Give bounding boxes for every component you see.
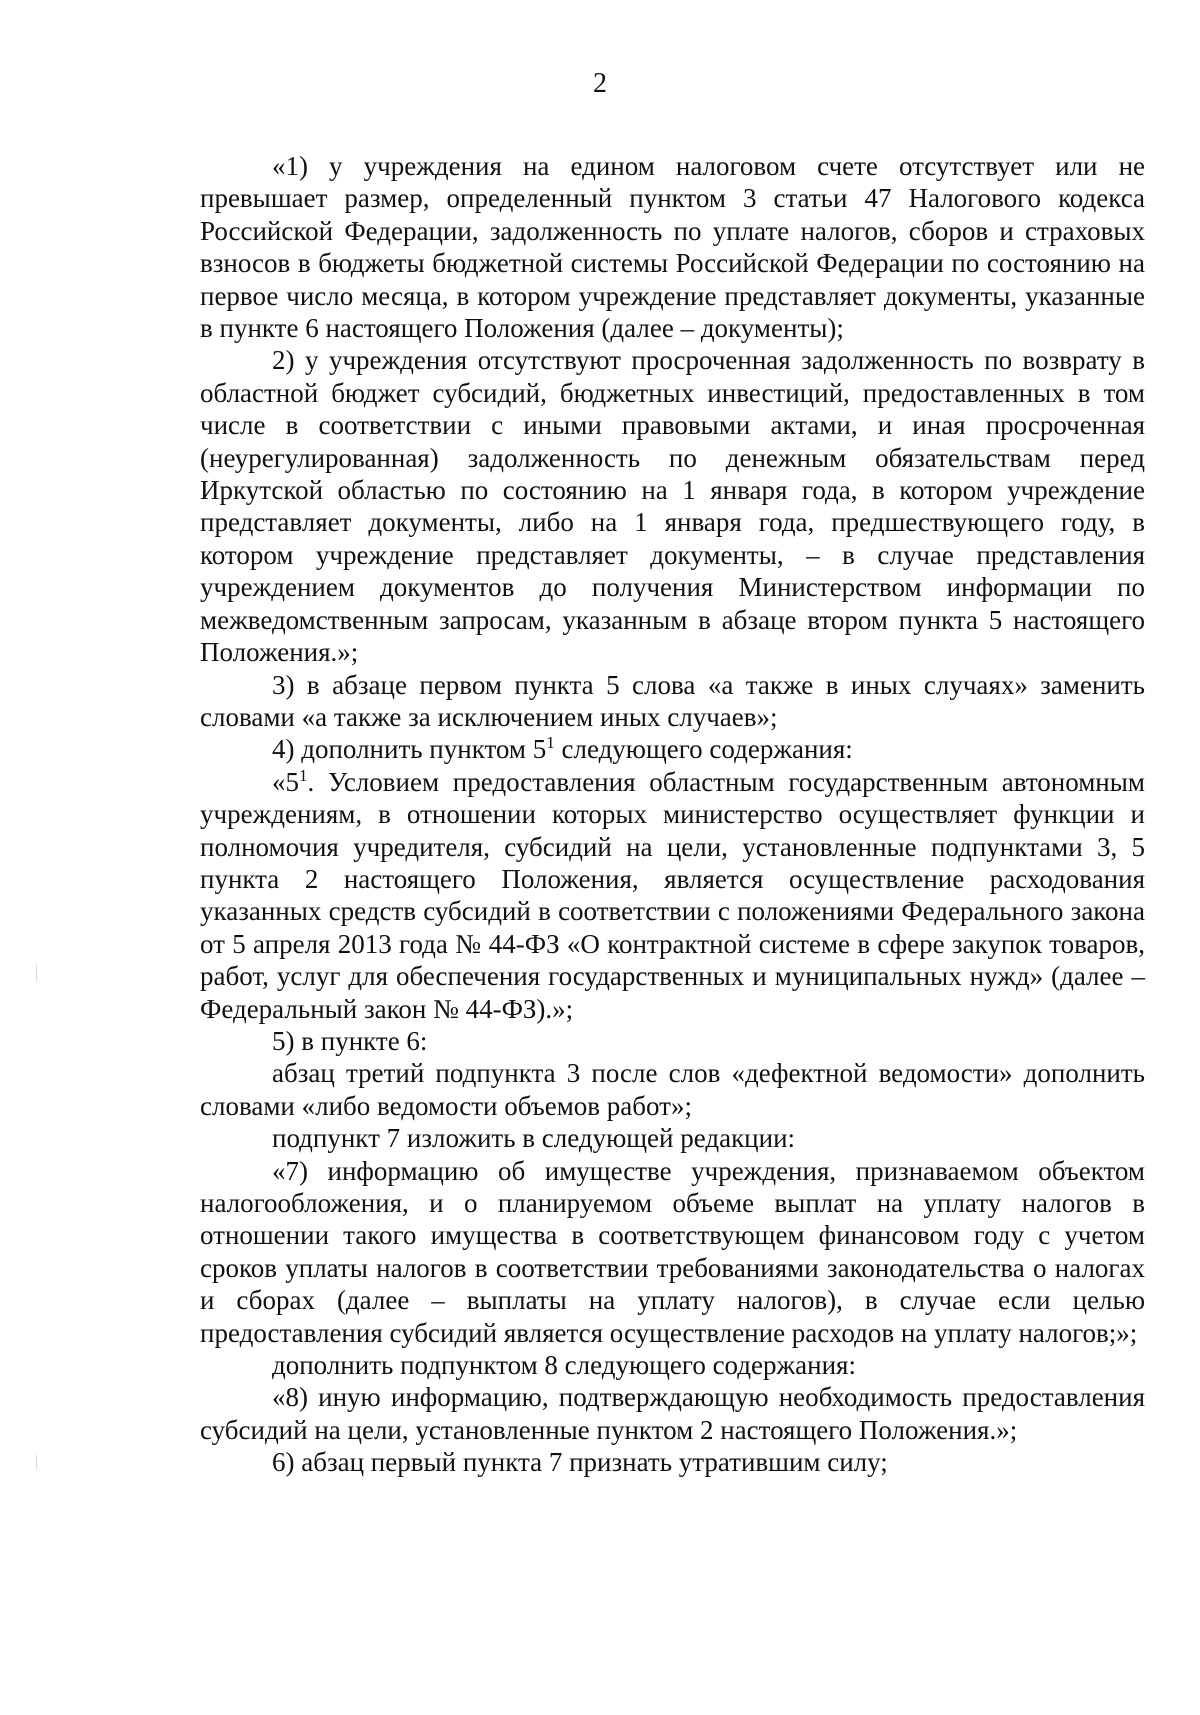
paragraph-subitem-7-intro: подпункт 7 изложить в следующей редакции: [272,1123,796,1154]
superscript-index: 1 [546,733,555,753]
paragraph-subitem-7: «7) информацию об имуществе учреждения, признаваемом объектом налогообложения, и о планируемом объеме выплат на уплату налогов в отношении такого имущества в соответствующем финансовом году с учетом сроков уплаты налогов в соответствии требованиями законодательства о налогах и сборах (далее – выплаты на уплату налогов), в случае если целью предоставления субсидий является осуществление расходов на уплату налогов;»; [200,1155,1145,1348]
paragraph-item-4-text-end: следующего содержания: [554,734,853,765]
paragraph-clause-5-1-start: «5 [272,766,299,797]
paragraph-item-3: 3) в абзаце первом пункта 5 слова «а также в иных случаях» заменить словами «а также за исключением иных случаев»; [200,669,1145,732]
paragraph-subitem-8: «8) иную информацию, подтверждающую необходимость предоставления субсидий на цели, установленные пунктом 2 настоящего Положения.»; [200,1382,1145,1445]
superscript-index: 1 [299,765,308,785]
paragraph-subitem-8-intro: дополнить подпунктом 8 следующего содержания: [272,1350,856,1381]
scan-margin-mark [36,965,37,981]
paragraph-item-4-text: 4) дополнить пунктом 5 [272,734,547,765]
paragraph-item-4 [200,733,1145,765]
paragraph-clause-5-1-text: . Условием предоставления областным государственным автономным учреждениям, в отношении которых министерство осуществляет функции и полномочия учредителя, субсидий на цели, установленные подпунктами 3, 5 пункта 2 настоящего Положения, является осуществление расходования указанных средств субсидий в соответствии с положениями Федерального закона от 5 апреля 2013 года № 44-ФЗ «О контрактной системе в сфере закупок товаров, работ, услуг для обеспечения государственных и муниципальных нужд» (далее – Федеральный закон № 44-ФЗ).»; [200,766,1145,1024]
paragraph-subitem-2: 2) у учреждения отсутствуют просроченная задолженность по возврату в областной бюджет субсидий, бюджетных инвестиций, предоставленных в том числе в соответствии с иными правовыми актами, и иная просроченная (неурегулированная) задолженность по денежным обязательствам перед Иркутской областью по состоянию на 1 января года, в котором учреждение представляет документы, либо на 1 января года, предшествующего году, в котором учреждение представляет документы, – в случае представления учреждением документов до получения Министерством информации по межведомственным запросам, указанным в абзаце втором пункта 5 настоящего Положения.»; [200,345,1145,668]
paragraph-clause-5-1 [200,766,1145,1025]
document-body [200,150,1145,1479]
page-number: 2 [593,68,607,99]
scan-margin-mark [36,1455,37,1469]
paragraph-indent-3: абзац третий подпункта 3 после слов «дефектной ведомости» дополнить словами «либо ведомости объемов работ»; [200,1058,1145,1121]
paragraph-item-5: 5) в пункте 6: [272,1025,428,1056]
paragraph-subitem-1: «1) у учреждения на едином налоговом счете отсутствует или не превышает размер, определенный пунктом 3 статьи 47 Налогового кодекса Российской Федерации, задолженность по уплате налогов, сборов и страховых взносов в бюджеты бюджетной системы Российской Федерации по состоянию на первое число месяца, в котором учреждение представляет документы, указанные в пункте 6 настоящего Положения (далее – документы); [200,151,1145,344]
paragraph-item-6: 6) абзац первый пункта 7 признать утратившим силу; [272,1447,888,1478]
